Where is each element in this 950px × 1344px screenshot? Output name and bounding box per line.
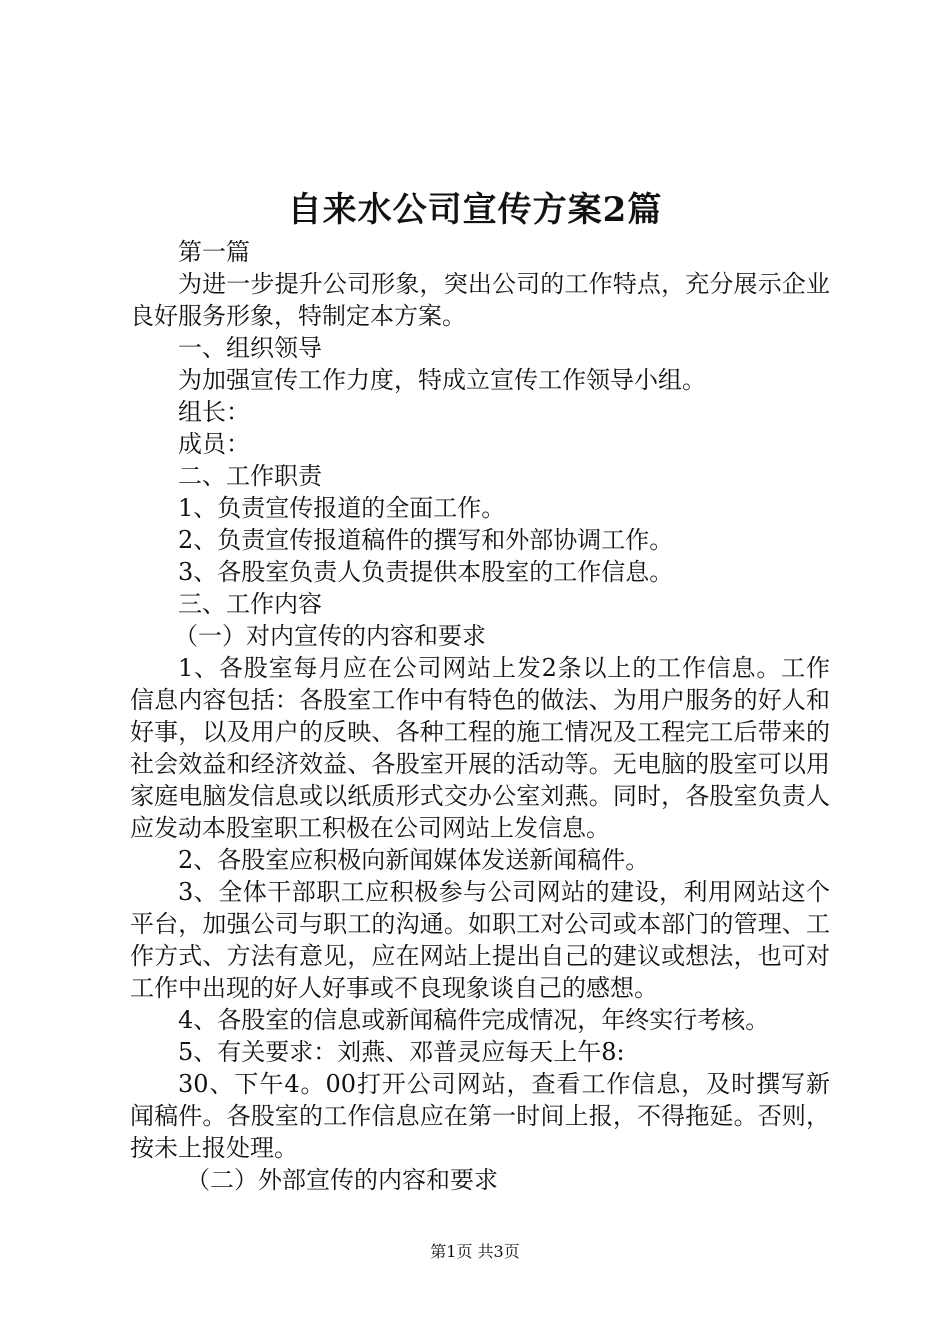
section-heading: 一、组织领导 — [178, 334, 322, 362]
list-item: 2、负责宣传报道稿件的撰写和外部协调工作。 — [178, 526, 674, 554]
document-title: 自来水公司宣传方案2篇 — [287, 190, 663, 230]
paragraph: 组长： — [178, 398, 250, 426]
section-heading: 三、工作内容 — [178, 590, 322, 618]
list-item: 1、负责宣传报道的全面工作。 — [178, 494, 506, 522]
list-item: 1、各股室每月应在公司网站上发2条以上的工作信息。工作信息内容包括：各股室工作中有特色的做法、为用户服务的好人和好事，以及用户的反映、各种工程的施工情况及工程完工后带来的社会效益和经济效益、各股室开展的活动等。无电脑的股室可以用家庭电脑发信息或以纸质形式交办公室刘燕。同时，各股室负责人应发动本股室职工积极在公司网站上发信息。 — [130, 654, 830, 842]
list-item: 4、各股室的信息或新闻稿件完成情况，年终实行考核。 — [178, 1006, 770, 1034]
paragraph: 第一篇 — [178, 238, 250, 266]
section-heading: 二、工作职责 — [178, 462, 322, 490]
paragraph: 为加强宣传工作力度，特成立宣传工作领导小组。 — [178, 366, 706, 394]
list-item: 3、全体干部职工应积极参与公司网站的建设，利用网站这个平台，加强公司与职工的沟通。如职工对公司或本部门的管理、工作方式、方法有意见，应在网站上提出自己的建议或想法，也可对工作中出现的好人好事或不良现象谈自己的感想。 — [130, 878, 830, 1002]
paragraph: 为进一步提升公司形象，突出公司的工作特点，充分展示企业良好服务形象，特制定本方案。 — [130, 270, 830, 330]
subsection-heading: （二）外部宣传的内容和要求 — [186, 1166, 498, 1194]
list-item: 5、有关要求：刘燕、邓普灵应每天上午8: — [178, 1038, 625, 1066]
list-item: 2、各股室应积极向新闻媒体发送新闻稿件。 — [178, 846, 650, 874]
list-item: 3、各股室负责人负责提供本股室的工作信息。 — [178, 558, 674, 586]
subsection-heading: （一）对内宣传的内容和要求 — [174, 622, 486, 650]
paragraph: 成员： — [178, 430, 250, 458]
document-body — [130, 236, 830, 1196]
paragraph: 30、下午4。00打开公司网站，查看工作信息，及时撰写新闻稿件。各股室的工作信息应在第一时间上报，不得拖延。否则，按未上报处理。 — [130, 1070, 830, 1162]
page-footer: 第1页 共3页 — [430, 1242, 520, 1261]
